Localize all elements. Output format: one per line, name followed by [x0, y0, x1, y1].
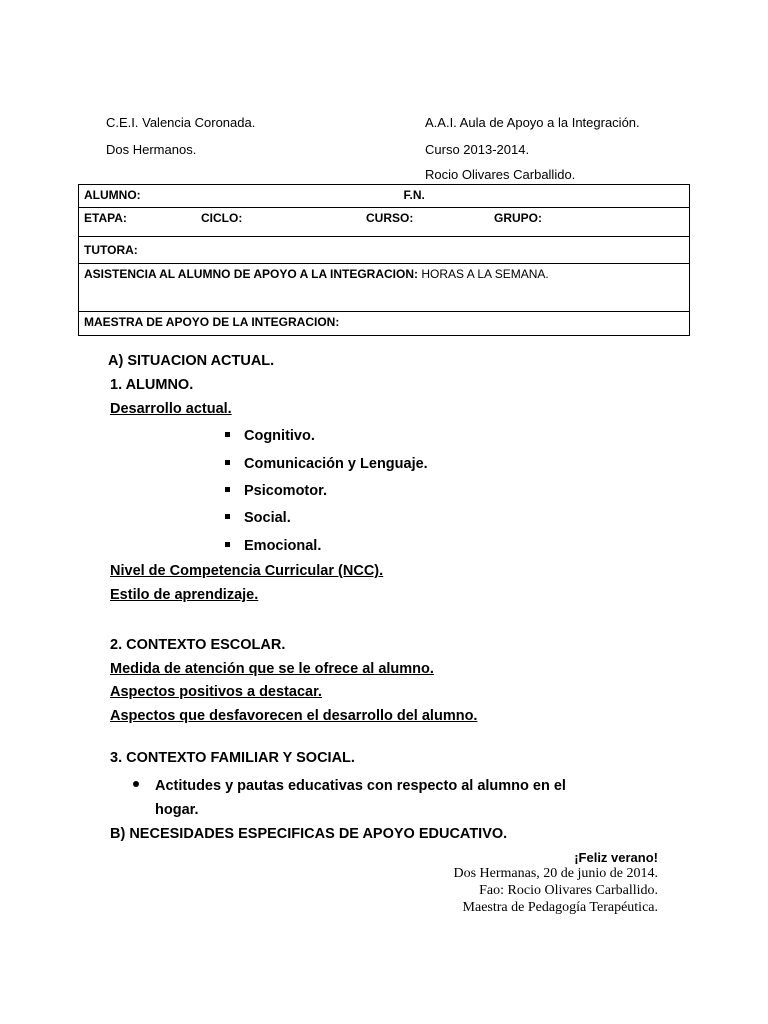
square-bullet-icon: [225, 514, 230, 519]
signature-name: Fao: Rocio Olivares Carballido.: [479, 883, 658, 898]
student-info-table: [78, 184, 690, 336]
classroom-name: A.A.I. Aula de Apoyo a la Integración.: [425, 115, 640, 130]
tutora-label: TUTORA:: [84, 243, 138, 257]
etapa-label: ETAPA:: [84, 211, 127, 225]
section-a-title: A) SITUACION ACTUAL.: [108, 353, 275, 369]
section-b-title: B) NECESIDADES ESPECIFICAS DE APOYO EDUCATIVO.: [110, 826, 508, 842]
subsection-alumno: 1. ALUMNO.: [110, 377, 194, 393]
desfavorecen-heading: Aspectos que desfavorecen el desarrollo del alumno.: [110, 708, 478, 724]
row-etapa: [79, 208, 690, 237]
row-asistencia: [79, 264, 690, 312]
subsection-contexto-familiar: 3. CONTEXTO FAMILIAR Y SOCIAL.: [110, 750, 355, 766]
maestra-label: MAESTRA DE APOYO DE LA INTEGRACION:: [84, 315, 340, 329]
alumno-label: ALUMNO:: [84, 188, 141, 202]
curso-label: CURSO:: [366, 211, 414, 225]
positivos-heading: Aspectos positivos a destacar.: [110, 684, 322, 700]
estilo-heading: Estilo de aprendizaje.: [110, 587, 259, 603]
greeting: ¡Feliz verano!: [574, 850, 658, 865]
ncc-heading: Nivel de Competencia Curricular (NCC).: [110, 563, 384, 579]
row-tutora: [79, 237, 690, 264]
signature-role: Maestra de Pedagogía Terapéutica.: [462, 900, 658, 915]
square-bullet-icon: [225, 432, 230, 437]
dot-bullet-icon: [133, 781, 139, 787]
asistencia-label: ASISTENCIA AL ALUMNO DE APOYO A LA INTEGRACION:: [84, 267, 419, 281]
place-date: Dos Hermanas, 20 de junio de 2014.: [453, 866, 658, 881]
school-year: Curso 2013-2014.: [425, 142, 530, 157]
list-item: Emocional.: [225, 538, 321, 554]
desarrollo-heading: Desarrollo actual.: [110, 401, 232, 417]
subsection-contexto-escolar: 2. CONTEXTO ESCOLAR.: [110, 637, 286, 653]
school-city: Dos Hermanos.: [106, 142, 197, 157]
list-item: Comunicación y Lenguaje.: [225, 456, 428, 472]
ciclo-label: CICLO:: [201, 211, 243, 225]
school-name: C.E.I. Valencia Coronada.: [106, 115, 256, 130]
row-alumno: [79, 185, 690, 208]
grupo-label: GRUPO:: [494, 211, 542, 225]
square-bullet-icon: [225, 460, 230, 465]
list-item: Social.: [225, 510, 291, 526]
fn-label: F.N.: [403, 188, 425, 202]
square-bullet-icon: [225, 542, 230, 547]
actitudes-continuation: hogar.: [155, 802, 199, 818]
medida-heading: Medida de atención que se le ofrece al alumno.: [110, 661, 434, 677]
asistencia-value: HORAS A LA SEMANA.: [421, 267, 549, 281]
teacher-name: Rocio Olivares Carballido.: [425, 167, 576, 182]
list-item: Cognitivo.: [225, 428, 315, 444]
row-maestra: [79, 312, 690, 336]
list-item: Psicomotor.: [225, 483, 327, 499]
list-item: Actitudes y pautas educativas con respecto al alumno en el: [133, 778, 566, 794]
square-bullet-icon: [225, 487, 230, 492]
